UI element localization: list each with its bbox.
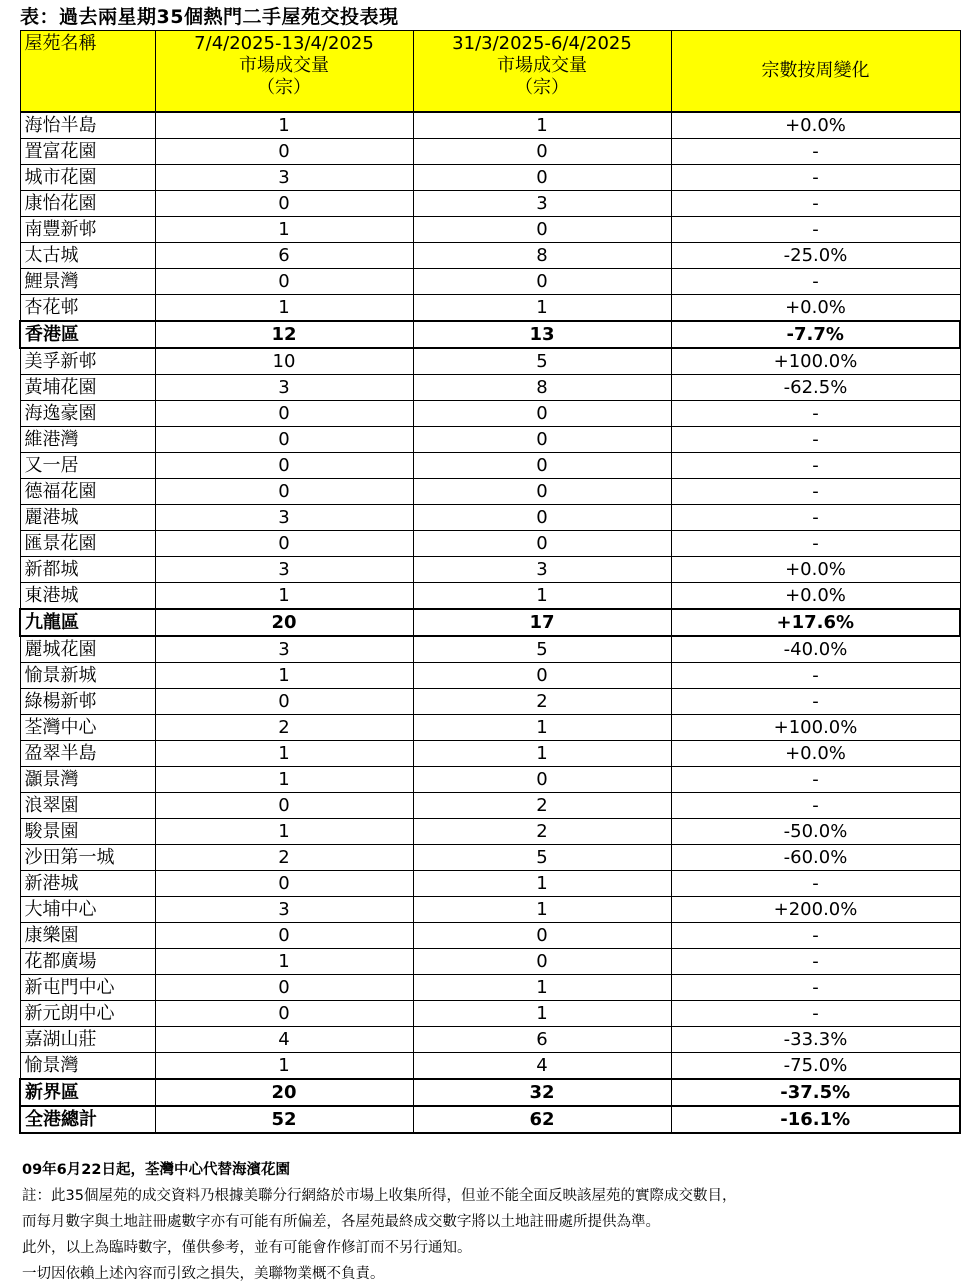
footnote-line: 一切因依賴上述內容而引致之損失，美聯物業概不負責。 xyxy=(22,1266,385,1282)
current-volume-cell: 0 xyxy=(155,191,413,217)
previous-volume-cell: 1 xyxy=(413,975,671,1001)
estate-name-cell: 新都城 xyxy=(20,557,155,583)
table-row xyxy=(20,348,960,375)
previous-volume-cell: 0 xyxy=(413,949,671,975)
weekly-change-cell: - xyxy=(671,453,960,479)
estate-name-cell: 維港灣 xyxy=(20,427,155,453)
weekly-change-cell: - xyxy=(671,949,960,975)
previous-volume-cell: 0 xyxy=(413,217,671,243)
current-volume-cell: 0 xyxy=(155,453,413,479)
estate-name-cell: 置富花園 xyxy=(20,139,155,165)
weekly-change-cell: - xyxy=(671,479,960,505)
previous-volume-cell: 5 xyxy=(413,348,671,375)
previous-volume-cell: 0 xyxy=(413,139,671,165)
weekly-change-cell: -40.0% xyxy=(671,636,960,663)
table-row xyxy=(20,479,960,505)
current-volume-cell: 0 xyxy=(155,871,413,897)
current-volume-cell: 0 xyxy=(155,531,413,557)
previous-volume-cell: 3 xyxy=(413,191,671,217)
header-period-current-unit: （宗） xyxy=(257,77,311,98)
estate-name-cell: 新港城 xyxy=(20,871,155,897)
current-volume-cell: 0 xyxy=(155,479,413,505)
weekly-change-cell: - xyxy=(671,767,960,793)
weekly-change-cell: - xyxy=(671,531,960,557)
weekly-change-cell: - xyxy=(671,191,960,217)
table-row xyxy=(20,557,960,583)
current-volume-cell: 0 xyxy=(155,793,413,819)
weekly-change-cell: -60.0% xyxy=(671,845,960,871)
table-row xyxy=(20,112,960,139)
estate-name-cell: 花都廣場 xyxy=(20,949,155,975)
current-volume-cell: 1 xyxy=(155,767,413,793)
previous-volume-cell: 0 xyxy=(413,663,671,689)
current-volume-cell: 1 xyxy=(155,583,413,610)
estate-name-cell: 愉景灣 xyxy=(20,1053,155,1080)
estate-name-cell: 太古城 xyxy=(20,243,155,269)
weekly-change-cell: - xyxy=(671,505,960,531)
current-volume-cell: 3 xyxy=(155,375,413,401)
footnote-line: 此外，以上為臨時數字，僅供參考，並有可能會作修訂而不另行通知。 xyxy=(22,1240,472,1256)
table-row xyxy=(20,715,960,741)
weekly-change-cell: - xyxy=(671,1001,960,1027)
weekly-change-cell: -25.0% xyxy=(671,243,960,269)
footnote-line: 而每月數字與土地註冊處數字亦有可能有所偏差，各屋苑最終成交數字將以土地註冊處所提供為準。 xyxy=(22,1214,660,1230)
estate-name-cell: 全港總計 xyxy=(20,1106,155,1133)
weekly-change-cell: - xyxy=(671,871,960,897)
estate-name-cell: 杏花邨 xyxy=(20,295,155,322)
previous-volume-cell: 0 xyxy=(413,767,671,793)
table-row xyxy=(20,453,960,479)
estate-name-cell: 九龍區 xyxy=(20,609,155,636)
estate-name-cell: 灝景灣 xyxy=(20,767,155,793)
current-volume-cell: 0 xyxy=(155,975,413,1001)
current-volume-cell: 0 xyxy=(155,139,413,165)
estate-name-cell: 沙田第一城 xyxy=(20,845,155,871)
previous-volume-cell: 0 xyxy=(413,401,671,427)
table-row xyxy=(20,531,960,557)
table-row xyxy=(20,871,960,897)
table-row xyxy=(20,243,960,269)
table-row xyxy=(20,845,960,871)
table-body xyxy=(20,112,960,1133)
weekly-change-cell: +0.0% xyxy=(671,112,960,139)
current-volume-cell: 3 xyxy=(155,557,413,583)
table-row xyxy=(20,975,960,1001)
weekly-change-cell: -37.5% xyxy=(671,1079,960,1106)
weekly-change-cell: -75.0% xyxy=(671,1053,960,1080)
footnotes xyxy=(22,1157,736,1287)
estate-name-cell: 麗港城 xyxy=(20,505,155,531)
previous-volume-cell: 5 xyxy=(413,636,671,663)
previous-volume-cell: 8 xyxy=(413,375,671,401)
table-row xyxy=(20,1027,960,1053)
header-period-current-dates: 7/4/2025-13/4/2025 xyxy=(194,33,374,54)
estate-name-cell: 海怡半島 xyxy=(20,112,155,139)
previous-volume-cell: 1 xyxy=(413,112,671,139)
table-summary-row xyxy=(20,1079,960,1106)
current-volume-cell: 3 xyxy=(155,505,413,531)
weekly-change-cell: -7.7% xyxy=(671,321,960,348)
table-row xyxy=(20,191,960,217)
previous-volume-cell: 0 xyxy=(413,923,671,949)
previous-volume-cell: 0 xyxy=(413,453,671,479)
previous-volume-cell: 62 xyxy=(413,1106,671,1133)
previous-volume-cell: 1 xyxy=(413,295,671,322)
current-volume-cell: 3 xyxy=(155,165,413,191)
footnote-line: 註：此35個屋苑的成交資料乃根據美聯分行網絡於市場上收集所得，但並不能全面反映該屋苑的實際成交數目， xyxy=(22,1188,737,1204)
current-volume-cell: 0 xyxy=(155,1001,413,1027)
previous-volume-cell: 1 xyxy=(413,1001,671,1027)
table-row xyxy=(20,375,960,401)
weekly-change-cell: - xyxy=(671,689,960,715)
previous-volume-cell: 6 xyxy=(413,1027,671,1053)
weekly-change-cell: - xyxy=(671,401,960,427)
current-volume-cell: 20 xyxy=(155,1079,413,1106)
previous-volume-cell: 2 xyxy=(413,793,671,819)
page-title: 表：過去兩星期35個熱門二手屋苑交投表現 xyxy=(20,6,399,28)
transaction-table xyxy=(19,30,961,1134)
estate-name-cell: 嘉湖山莊 xyxy=(20,1027,155,1053)
estate-name-cell: 又一居 xyxy=(20,453,155,479)
previous-volume-cell: 13 xyxy=(413,321,671,348)
table-row xyxy=(20,295,960,322)
header-period-previous-label: 市場成交量 xyxy=(497,55,587,76)
table-row xyxy=(20,923,960,949)
previous-volume-cell: 1 xyxy=(413,897,671,923)
weekly-change-cell: - xyxy=(671,975,960,1001)
weekly-change-cell: - xyxy=(671,217,960,243)
current-volume-cell: 1 xyxy=(155,819,413,845)
table-header-row xyxy=(20,31,960,113)
estate-name-cell: 香港區 xyxy=(20,321,155,348)
current-volume-cell: 0 xyxy=(155,689,413,715)
header-period-previous-dates: 31/3/2025-6/4/2025 xyxy=(452,33,632,54)
estate-name-cell: 鯉景灣 xyxy=(20,269,155,295)
weekly-change-cell: - xyxy=(671,165,960,191)
header-period-previous-unit: （宗） xyxy=(515,77,569,98)
weekly-change-cell: -16.1% xyxy=(671,1106,960,1133)
estate-name-cell: 駿景園 xyxy=(20,819,155,845)
previous-volume-cell: 0 xyxy=(413,269,671,295)
current-volume-cell: 10 xyxy=(155,348,413,375)
previous-volume-cell: 1 xyxy=(413,583,671,610)
table-row xyxy=(20,269,960,295)
header-period-previous xyxy=(413,31,671,113)
current-volume-cell: 1 xyxy=(155,949,413,975)
previous-volume-cell: 17 xyxy=(413,609,671,636)
current-volume-cell: 3 xyxy=(155,897,413,923)
table-row xyxy=(20,139,960,165)
current-volume-cell: 1 xyxy=(155,217,413,243)
estate-name-cell: 城市花園 xyxy=(20,165,155,191)
current-volume-cell: 2 xyxy=(155,845,413,871)
table-row xyxy=(20,949,960,975)
previous-volume-cell: 2 xyxy=(413,819,671,845)
current-volume-cell: 0 xyxy=(155,269,413,295)
current-volume-cell: 1 xyxy=(155,741,413,767)
previous-volume-cell: 0 xyxy=(413,165,671,191)
weekly-change-cell: +0.0% xyxy=(671,741,960,767)
estate-name-cell: 大埔中心 xyxy=(20,897,155,923)
table-summary-row xyxy=(20,1106,960,1133)
table-row xyxy=(20,819,960,845)
weekly-change-cell: +0.0% xyxy=(671,295,960,322)
estate-name-cell: 盈翠半島 xyxy=(20,741,155,767)
weekly-change-cell: +100.0% xyxy=(671,348,960,375)
previous-volume-cell: 1 xyxy=(413,871,671,897)
table-row xyxy=(20,767,960,793)
previous-volume-cell: 0 xyxy=(413,479,671,505)
estate-name-cell: 美孚新邨 xyxy=(20,348,155,375)
current-volume-cell: 1 xyxy=(155,663,413,689)
weekly-change-cell: +200.0% xyxy=(671,897,960,923)
table-row xyxy=(20,897,960,923)
table-row xyxy=(20,1001,960,1027)
weekly-change-cell: -62.5% xyxy=(671,375,960,401)
previous-volume-cell: 32 xyxy=(413,1079,671,1106)
estate-name-cell: 綠楊新邨 xyxy=(20,689,155,715)
table-row xyxy=(20,663,960,689)
current-volume-cell: 4 xyxy=(155,1027,413,1053)
weekly-change-cell: +100.0% xyxy=(671,715,960,741)
previous-volume-cell: 4 xyxy=(413,1053,671,1080)
table-row xyxy=(20,165,960,191)
weekly-change-cell: +17.6% xyxy=(671,609,960,636)
weekly-change-cell: - xyxy=(671,663,960,689)
table-row xyxy=(20,401,960,427)
weekly-change-cell: - xyxy=(671,793,960,819)
estate-name-cell: 東港城 xyxy=(20,583,155,610)
estate-name-cell: 黃埔花園 xyxy=(20,375,155,401)
header-weekly-change: 宗數按周變化 xyxy=(671,31,960,113)
estate-name-cell: 新屯門中心 xyxy=(20,975,155,1001)
previous-volume-cell: 2 xyxy=(413,689,671,715)
table-row xyxy=(20,636,960,663)
previous-volume-cell: 0 xyxy=(413,531,671,557)
current-volume-cell: 1 xyxy=(155,112,413,139)
table-row xyxy=(20,427,960,453)
weekly-change-cell: +0.0% xyxy=(671,583,960,610)
weekly-change-cell: -50.0% xyxy=(671,819,960,845)
estate-name-cell: 康怡花園 xyxy=(20,191,155,217)
table-row xyxy=(20,1053,960,1080)
estate-name-cell: 海逸豪園 xyxy=(20,401,155,427)
estate-name-cell: 荃灣中心 xyxy=(20,715,155,741)
estate-name-cell: 德福花園 xyxy=(20,479,155,505)
weekly-change-cell: - xyxy=(671,269,960,295)
current-volume-cell: 1 xyxy=(155,1053,413,1080)
table-row xyxy=(20,583,960,610)
weekly-change-cell: -33.3% xyxy=(671,1027,960,1053)
previous-volume-cell: 1 xyxy=(413,715,671,741)
previous-volume-cell: 3 xyxy=(413,557,671,583)
current-volume-cell: 0 xyxy=(155,923,413,949)
table-row xyxy=(20,689,960,715)
current-volume-cell: 0 xyxy=(155,427,413,453)
estate-name-cell: 康樂園 xyxy=(20,923,155,949)
previous-volume-cell: 5 xyxy=(413,845,671,871)
header-period-current-label: 市場成交量 xyxy=(239,55,329,76)
header-period-current xyxy=(155,31,413,113)
previous-volume-cell: 1 xyxy=(413,741,671,767)
weekly-change-cell: - xyxy=(671,923,960,949)
previous-volume-cell: 8 xyxy=(413,243,671,269)
current-volume-cell: 52 xyxy=(155,1106,413,1133)
current-volume-cell: 3 xyxy=(155,636,413,663)
table-summary-row xyxy=(20,609,960,636)
current-volume-cell: 12 xyxy=(155,321,413,348)
weekly-change-cell: +0.0% xyxy=(671,557,960,583)
current-volume-cell: 2 xyxy=(155,715,413,741)
weekly-change-cell: - xyxy=(671,139,960,165)
header-estate-name: 屋苑名稱 xyxy=(20,31,155,113)
current-volume-cell: 1 xyxy=(155,295,413,322)
estate-name-cell: 浪翠園 xyxy=(20,793,155,819)
estate-name-cell: 南豐新邨 xyxy=(20,217,155,243)
estate-name-cell: 匯景花園 xyxy=(20,531,155,557)
estate-name-cell: 愉景新城 xyxy=(20,663,155,689)
table-row xyxy=(20,741,960,767)
estate-name-cell: 麗城花園 xyxy=(20,636,155,663)
table-row xyxy=(20,793,960,819)
current-volume-cell: 6 xyxy=(155,243,413,269)
table-row xyxy=(20,505,960,531)
current-volume-cell: 0 xyxy=(155,401,413,427)
weekly-change-cell: - xyxy=(671,427,960,453)
estate-name-cell: 新界區 xyxy=(20,1079,155,1106)
table-row xyxy=(20,217,960,243)
estate-name-cell: 新元朗中心 xyxy=(20,1001,155,1027)
table-summary-row xyxy=(20,321,960,348)
previous-volume-cell: 0 xyxy=(413,427,671,453)
current-volume-cell: 20 xyxy=(155,609,413,636)
previous-volume-cell: 0 xyxy=(413,505,671,531)
footnote-line: 09年6月22日起，荃灣中心代替海濱花園 xyxy=(22,1162,290,1178)
